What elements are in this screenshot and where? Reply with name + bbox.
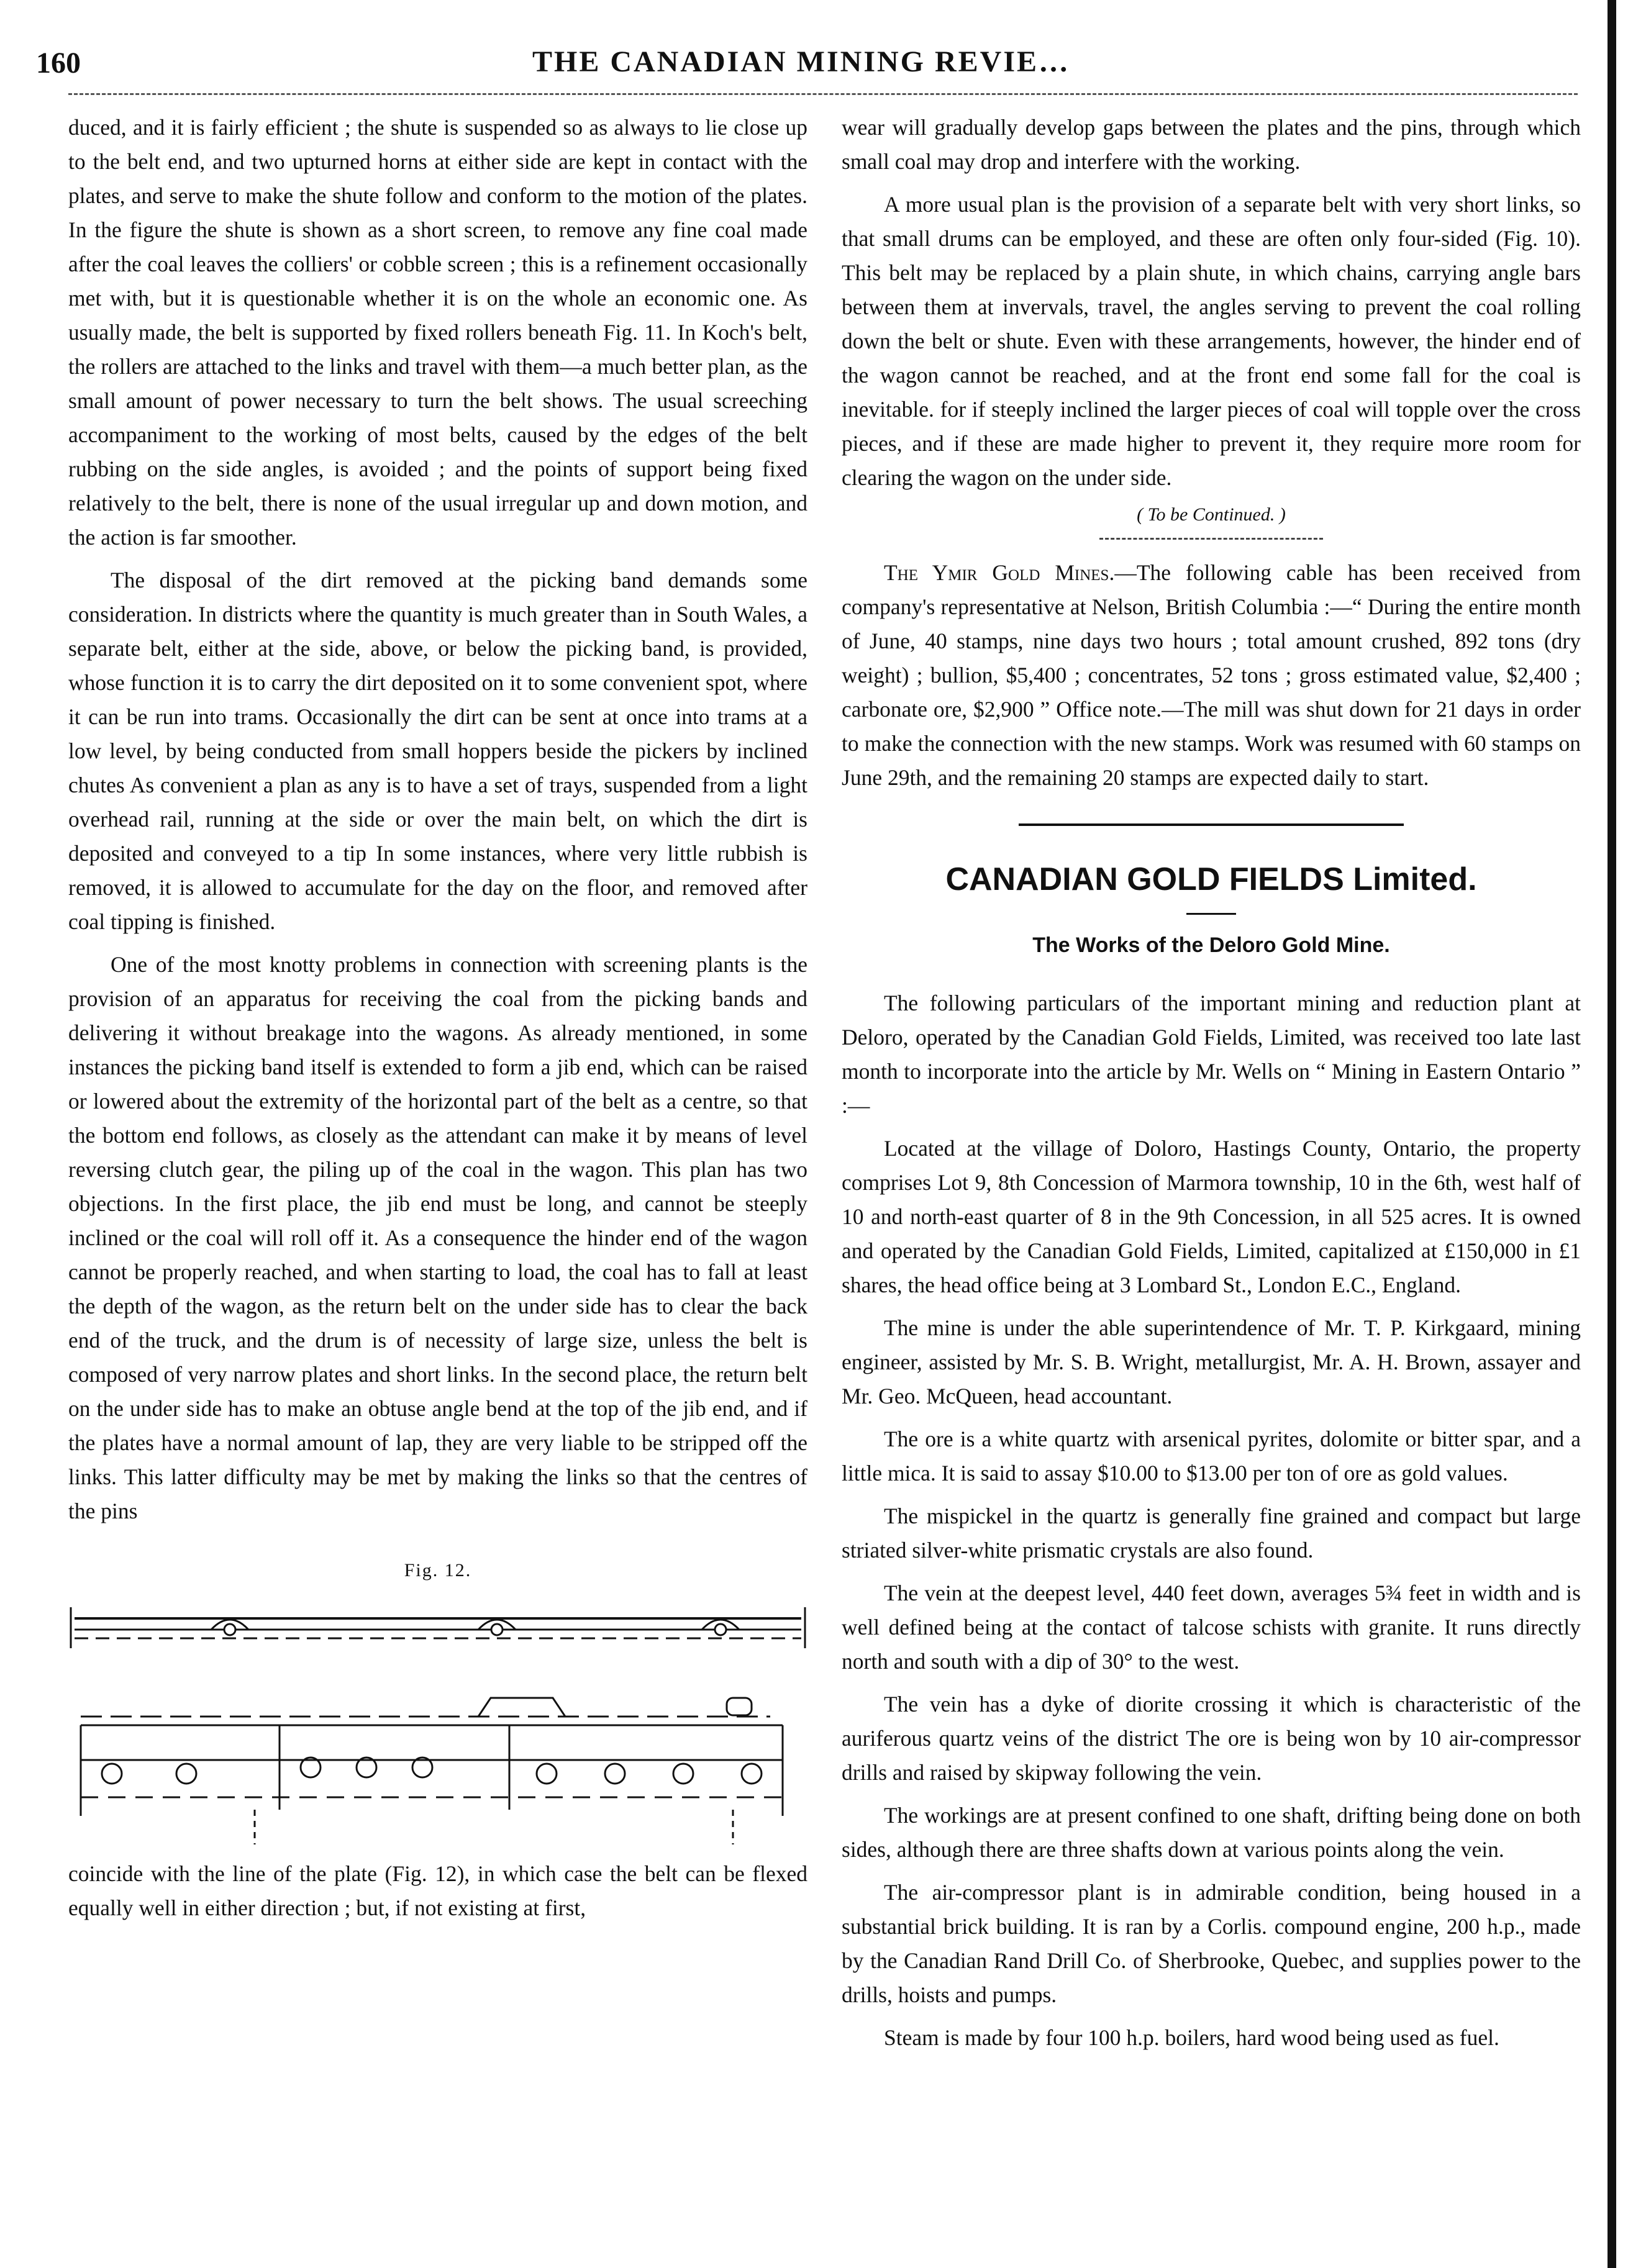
paragraph: The mine is under the able superintendence of Mr. T. P. Kirkgaard, mining engineer, assisted by Mr. S. B. Wright, metallurgist, Mr. A. H. Brown, assayer and Mr. Geo. McQueen, head accountant. xyxy=(842,1315,1581,1408)
right-column xyxy=(842,111,1581,2055)
paragraph: wear will gradually develop gaps between the plates and the pins, through which small coal may drop and interfere with the working. xyxy=(842,115,1581,174)
paragraph: The vein has a dyke of diorite crossing it which is characteristic of the auriferous quartz veins of the district The ore is being won by 10 air-compressor drills and raised by skipway following the vein. xyxy=(842,1692,1581,1785)
paragraph: One of the most knotty problems in connection with screening plants is the provision of an apparatus for receiving the coal from the picking bands and delivering it without breakage into the wagons. As already mentioned, in some instances the picking band itself is extended to form a jib end, which can be raised or lowered about the extremity of the horizontal part of the belt as a centre, so that the bottom end follows, as closely as the attendant can make it by means of level reversing clutch gear, the piling up of the coal in the wagon. This plan has two objections. In the first place, the jib end must be long, and cannot be steeply inclined or the coal will roll off it. As a consequence the hinder end of the wagon cannot be properly reached, and when starting to load, the coal has to fall at least the depth of the wagon, as the return belt on the under side has to clear the back end of the truck, and the drum is of necessity of large size, unless the belt is composed of very narrow plates and short links. In the second place, the return belt on the under side has to make an obtuse angle bend at the top of the jib end, and if the plates have a normal amount of lap, they are very liable to be stripped off the links. This latter difficulty may be met by making the links so that the centres of the pins xyxy=(68,952,807,1523)
page-number: 160 xyxy=(36,47,81,79)
article-title: CANADIAN GOLD FIELDS Limited. xyxy=(945,861,1477,897)
paragraph: coincide with the line of the plate (Fig. 12), in which case the belt can be flexed equally well in either direction ; but, if not existing at first, xyxy=(68,1861,807,1920)
paragraph: The following particulars of the important mining and reduction plant at Deloro, operated by the Canadian Gold Fields, Limited, was received too late last month to incorporate into the article by Mr. Wells on “ Mining in Eastern Ontario ” :— xyxy=(842,991,1581,1118)
article-subtitle: The Works of the Deloro Gold Mine. xyxy=(1032,933,1390,957)
paragraph: The air-compressor plant is in admirable condition, being housed in a substantial brick building. It is ran by a Corlis. compound engine, 200 h.p., made by the Canadian Rand Drill Co. of Sherbrooke, Quebec, and supplies power to the drills, hoists and pumps. xyxy=(842,1880,1581,2007)
paragraph: Steam is made by four 100 h.p. boilers, hard wood being used as fuel. xyxy=(884,2025,1499,2050)
paragraph: The mispickel in the quartz is generally fine grained and compact but large striated silver-white prismatic crystals are also found. xyxy=(842,1504,1581,1563)
running-title: THE CANADIAN MINING REVIE… xyxy=(532,45,1071,78)
fig-12-belt-diagram xyxy=(68,1605,807,1847)
ymir-paragraph xyxy=(842,556,1581,795)
title-rule xyxy=(1186,913,1236,915)
paragraph: duced, and it is fairly efficient ; the shute is suspended so as always to lie close up to the belt end, and two upturned horns at either side are kept in contact with the plates, and serve to make the shute follow and conform to the motion of the plates. In the figure the shute is shown as a short screen, to remove any fine coal made after the coal leaves the colliers' or cobble screen ; this is a refinement occasionally met with, but it is questionable whether it is on the whole an economic one. As usually made, the belt is supported by fixed rollers beneath Fig. 11. In Koch's belt, the rollers are attached to the links and travel with them—a much better plan, as the small amount of power necessary to turn the belt shows. The usual screeching accompaniment to the working of most belts, caused by the edges of the belt rubbing on the side angles, is avoided ; and the points of support being fixed relatively to the belt, there is none of the usual irregular up and down motion, and the action is far smoother. xyxy=(68,115,807,550)
left-column xyxy=(68,111,807,1925)
paragraph: The ore is a white quartz with arsenical pyrites, dolomite or bitter spar, and a little mica. It is said to assay $10.00 to $13.00 per ton of ore as gold values. xyxy=(842,1427,1581,1486)
section-rule xyxy=(1019,823,1404,826)
paragraph: Located at the village of Doloro, Hastings County, Ontario, the property comprises Lot 9, 8th Concession of Marmora township, 10 in the 6th, west half of 10 and north-east quarter of 8 in the 9th Concession, in all 525 acres. It is owned and operated by the Canadian Gold Fields, Limited, capitalized at £150,000 in £1 shares, the head office being at 3 Lombard St., London E.C., England. xyxy=(842,1136,1581,1297)
header-rule xyxy=(68,93,1578,95)
page-edge-bar xyxy=(1608,0,1616,2268)
ymir-text: —The following cable has been received from company's representative at Nelson, British Columbia :—“ During the entire month of June, 40 stamps, nine days two hours ; total amount crushed, 892 tons (dry weight) ; bullion, $5,400 ; concentrates, 52 tons ; gross estimated value, $2,400 ; carbonate ore, $2,900 ” Office note.—The mill was shut down for 21 days in order to make the connection with the new stamps. Work was resumed with 60 stamps on June 29th, and the remaining 20 stamps are expected daily to start. xyxy=(842,560,1581,790)
paragraph: The workings are at present confined to one shaft, drifting being done on both sides, although there are three shafts down at various points along the vein. xyxy=(842,1803,1581,1862)
page-header xyxy=(25,37,1578,87)
ymir-heading: The Ymir Gold Mines. xyxy=(884,560,1115,585)
to-be-continued: ( To be Continued. ) xyxy=(1137,504,1286,525)
figure-caption: Fig. 12. xyxy=(404,1560,472,1581)
paragraph: The disposal of the dirt removed at the picking band demands some consideration. In districts where the quantity is much greater than in South Wales, a separate belt, either at the side, above, or below the picking band, is provided, whose function it is to carry the dirt deposited on it to some convenient spot, where it can be run into trams. Occasionally the dirt can be sent at once into trams at a low level, by being conducted from small hoppers beside the pickers by inclined chutes As convenient a plan as any is to have a set of trays, suspended from a light overhead rail, running at the side or over the main belt, on which the dirt is deposited and conveyed to a tip In some instances, where very little rubbish is removed, it is allowed to accumulate for the day on the floor, and removed after coal tipping is finished. xyxy=(68,568,807,934)
paragraph: A more usual plan is the provision of a separate belt with very short links, so that small drums can be employed, and these are often only four-sided (Fig. 10). This belt may be replaced by a plain shute, in which chains, carrying angle bars between them at invervals, travel, the angles serving to prevent the coal rolling down the belt or shute. Even with these arrangements, however, the hinder end of the wagon cannot be reached, and at the front end some fall for the coal is inevitable. for if steeply inclined the larger pieces of coal will topple over the cross pieces, and if these are made higher to prevent it, they require more room for clearing the wagon on the under side. xyxy=(842,192,1581,490)
paragraph: The vein at the deepest level, 440 feet down, averages 5¾ feet in width and is well defined being at the contact of talcose schists with granite. It runs directly north and south with a dip of 30° to the west. xyxy=(842,1581,1581,1674)
divider xyxy=(1099,538,1323,540)
